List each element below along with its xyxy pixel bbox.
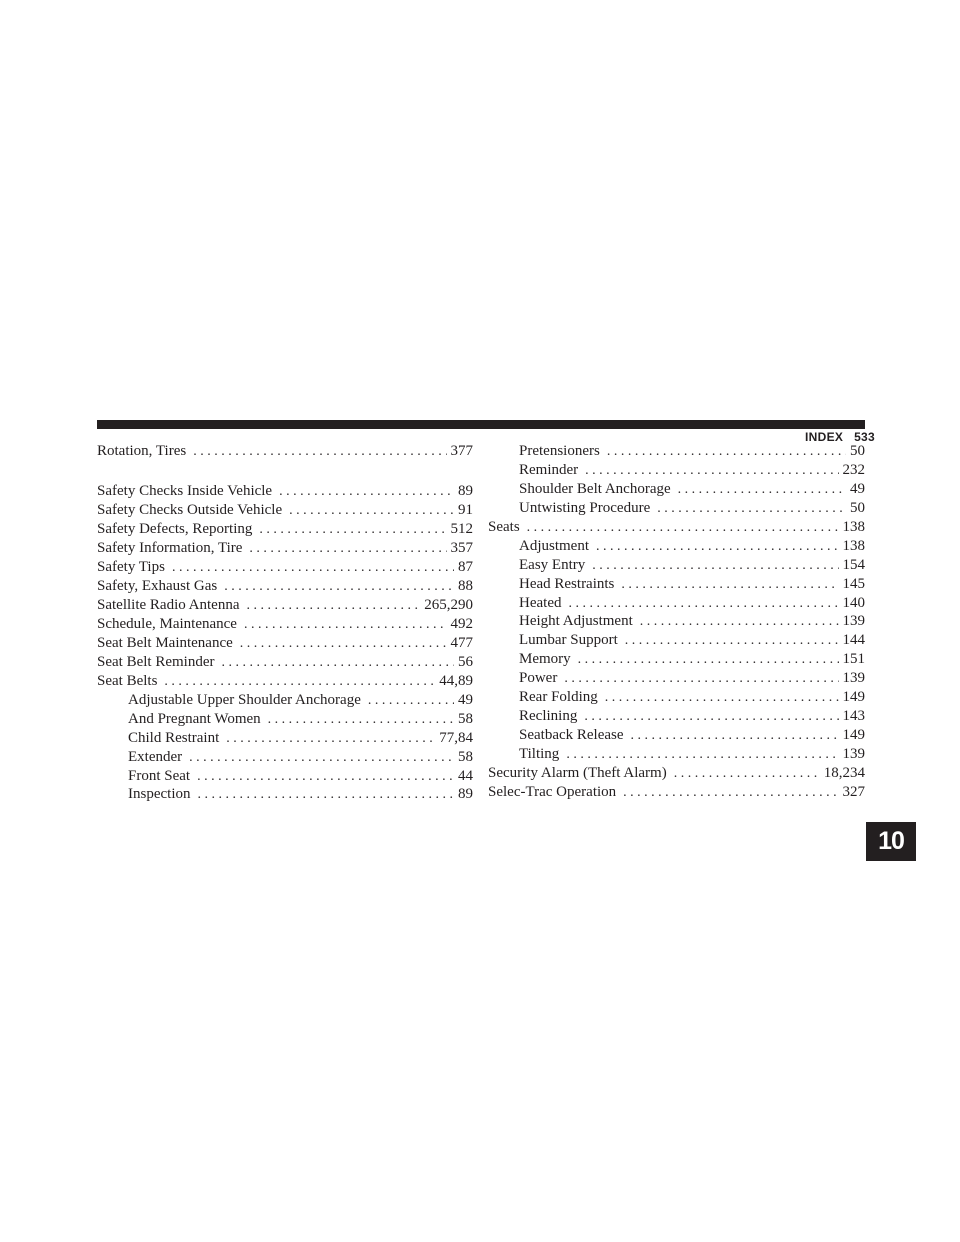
index-page-ref: 139 <box>842 746 865 762</box>
index-term: Selec-Trac Operation <box>488 783 617 800</box>
dot-leader <box>279 483 454 502</box>
dot-leader <box>564 670 838 689</box>
index-page-ref: 49 <box>850 480 865 497</box>
index-term: Safety Information, Tire <box>97 540 243 557</box>
dot-leader <box>678 481 846 500</box>
dot-leader <box>164 673 435 692</box>
index-page-ref: 327 <box>842 783 865 800</box>
index-term: Heated <box>519 594 562 611</box>
dot-leader <box>566 746 838 765</box>
index-term: Seat Belt Reminder <box>97 653 215 670</box>
index-term: Seat Belt Maintenance <box>97 634 233 651</box>
dot-leader <box>249 540 446 559</box>
dot-leader <box>596 538 839 557</box>
index-term: Reminder <box>519 461 579 478</box>
index-subentry <box>488 480 865 499</box>
index-entry <box>97 442 473 461</box>
index-subentry <box>97 748 473 767</box>
index-page-ref: 357 <box>450 540 473 557</box>
index-entry <box>97 501 473 520</box>
index-subentry <box>97 767 473 786</box>
dot-leader <box>578 651 839 670</box>
dot-leader <box>197 786 454 805</box>
index-entry <box>97 596 473 615</box>
index-subentry <box>488 669 865 688</box>
index-page-ref: 149 <box>842 689 865 706</box>
dot-leader <box>189 749 454 768</box>
index-term: Schedule, Maintenance <box>97 616 237 632</box>
index-subentry <box>488 442 865 461</box>
index-term: Child Restraint <box>128 729 220 746</box>
index-page-ref: 91 <box>458 502 473 519</box>
index-page-ref: 232 <box>842 461 865 478</box>
index-entry <box>97 539 473 558</box>
index-subentry <box>488 594 865 613</box>
dot-leader <box>592 557 838 576</box>
index-term: Easy Entry <box>519 556 586 573</box>
index-page-ref: 139 <box>842 670 865 687</box>
index-term: And Pregnant Women <box>128 710 261 727</box>
index-page-ref: 144 <box>842 632 865 649</box>
index-page-ref: 143 <box>842 708 865 725</box>
dot-leader <box>674 765 820 784</box>
index-subentry <box>97 729 473 748</box>
index-page-ref: 145 <box>842 575 865 592</box>
index-subentry <box>488 726 865 745</box>
index-term: Inspection <box>128 786 191 803</box>
dot-leader <box>259 521 446 540</box>
dot-leader <box>585 462 838 481</box>
index-subentry <box>97 691 473 710</box>
index-page-ref: 44,89 <box>439 672 473 689</box>
dot-leader <box>226 730 435 749</box>
index-term: Adjustment <box>519 537 589 554</box>
index-subentry <box>488 745 865 764</box>
index-term: Safety, Exhaust Gas <box>97 578 218 595</box>
index-term: Head Restraints <box>519 575 615 592</box>
index-term: Safety Defects, Reporting <box>97 521 253 538</box>
dot-leader <box>527 519 839 538</box>
index-term: Seatback Release <box>519 727 624 744</box>
dot-leader <box>605 689 839 708</box>
index-term: Lumbar Support <box>519 632 618 649</box>
index-entry <box>97 672 473 691</box>
index-page-ref: 377 <box>450 443 473 459</box>
page-header-label: INDEX 533 <box>805 430 875 444</box>
index-page-ref: 477 <box>450 634 473 651</box>
index-page-ref: 89 <box>458 786 473 803</box>
dot-leader <box>368 692 454 711</box>
index-term: Reclining <box>519 708 578 725</box>
dot-leader <box>172 559 454 578</box>
index-term: Seats <box>488 518 520 535</box>
index-page-ref: 50 <box>850 443 865 459</box>
index-page-ref: 88 <box>458 578 473 595</box>
index-term: Untwisting Procedure <box>519 499 651 516</box>
dot-leader <box>631 727 839 746</box>
index-term: Power <box>519 670 558 687</box>
dot-leader <box>621 576 838 595</box>
dot-leader <box>221 654 454 673</box>
dot-leader <box>584 708 838 727</box>
dot-leader <box>657 500 846 519</box>
index-term: Memory <box>519 651 571 668</box>
index-entry <box>97 558 473 577</box>
dot-leader <box>240 635 447 654</box>
index-page-ref: 151 <box>842 651 865 668</box>
dot-leader <box>224 578 454 597</box>
index-subentry <box>488 688 865 707</box>
dot-leader <box>640 613 839 632</box>
index-subentry <box>488 612 865 631</box>
index-page-ref: 149 <box>842 727 865 744</box>
index-subentry <box>488 556 865 575</box>
index-column-right <box>488 442 865 802</box>
index-term: Safety Checks Inside Vehicle <box>97 483 273 500</box>
index-term: Pretensioners <box>519 443 600 459</box>
index-term: Safety Checks Outside Vehicle <box>97 502 283 519</box>
index-page-ref: 56 <box>458 653 473 670</box>
index-term: Seat Belts <box>97 672 158 689</box>
index-term: Rear Folding <box>519 689 598 706</box>
index-page-ref: 139 <box>842 613 865 630</box>
dot-leader <box>623 784 838 803</box>
index-entry <box>97 577 473 596</box>
index-page-ref: 77,84 <box>439 729 473 746</box>
index-entry <box>488 783 865 802</box>
index-page-ref: 87 <box>458 559 473 576</box>
index-subentry <box>97 785 473 804</box>
index-page-ref: 18,234 <box>823 764 865 781</box>
index-term: Front Seat <box>128 767 191 784</box>
index-entry <box>488 518 865 537</box>
dot-leader <box>197 768 454 787</box>
dot-leader <box>193 443 446 462</box>
index-entry <box>97 482 473 501</box>
index-subentry <box>488 461 865 480</box>
index-page-ref: 140 <box>842 594 865 611</box>
index-page-ref: 58 <box>458 748 473 765</box>
index-page-ref: 49 <box>458 691 473 708</box>
index-subentry <box>488 537 865 556</box>
index-subentry <box>488 631 865 650</box>
dot-leader <box>244 616 447 635</box>
index-page-ref: 492 <box>450 616 473 632</box>
header-rule <box>97 420 865 429</box>
index-page-ref: 512 <box>450 521 473 538</box>
index-entry <box>97 653 473 672</box>
index-page-ref: 58 <box>458 710 473 727</box>
index-subentry <box>488 575 865 594</box>
index-subentry <box>488 650 865 669</box>
index-term: Rotation, Tires <box>97 443 187 459</box>
dot-leader <box>625 632 839 651</box>
index-term: Security Alarm (Theft Alarm) <box>488 764 667 781</box>
index-term: Safety Tips <box>97 559 165 576</box>
index-entry <box>97 615 473 634</box>
dot-leader <box>246 597 420 616</box>
dot-leader <box>289 502 454 521</box>
index-entry <box>97 520 473 539</box>
index-subentry <box>97 710 473 729</box>
index-term: Extender <box>128 748 183 765</box>
index-spacer <box>97 461 473 483</box>
index-term: Satellite Radio Antenna <box>97 597 240 614</box>
index-term: Adjustable Upper Shoulder Anchorage <box>128 691 361 708</box>
index-column-left <box>97 442 473 804</box>
dot-leader <box>268 711 454 730</box>
dot-leader <box>568 595 838 614</box>
index-entry <box>97 634 473 653</box>
index-subentry <box>488 499 865 518</box>
index-page-ref: 138 <box>842 537 865 554</box>
index-page-ref: 44 <box>458 767 473 784</box>
index-subentry <box>488 707 865 726</box>
index-page-ref: 265,290 <box>424 597 473 614</box>
chapter-tab: 10 <box>866 822 916 861</box>
index-page-ref: 154 <box>842 556 865 573</box>
index-term: Shoulder Belt Anchorage <box>519 480 671 497</box>
dot-leader <box>607 443 846 462</box>
index-page-ref: 89 <box>458 483 473 500</box>
index-term: Height Adjustment <box>519 613 633 630</box>
index-entry <box>488 764 865 783</box>
index-page-ref: 50 <box>850 499 865 516</box>
index-term: Tilting <box>519 746 560 762</box>
index-page-ref: 138 <box>842 518 865 535</box>
